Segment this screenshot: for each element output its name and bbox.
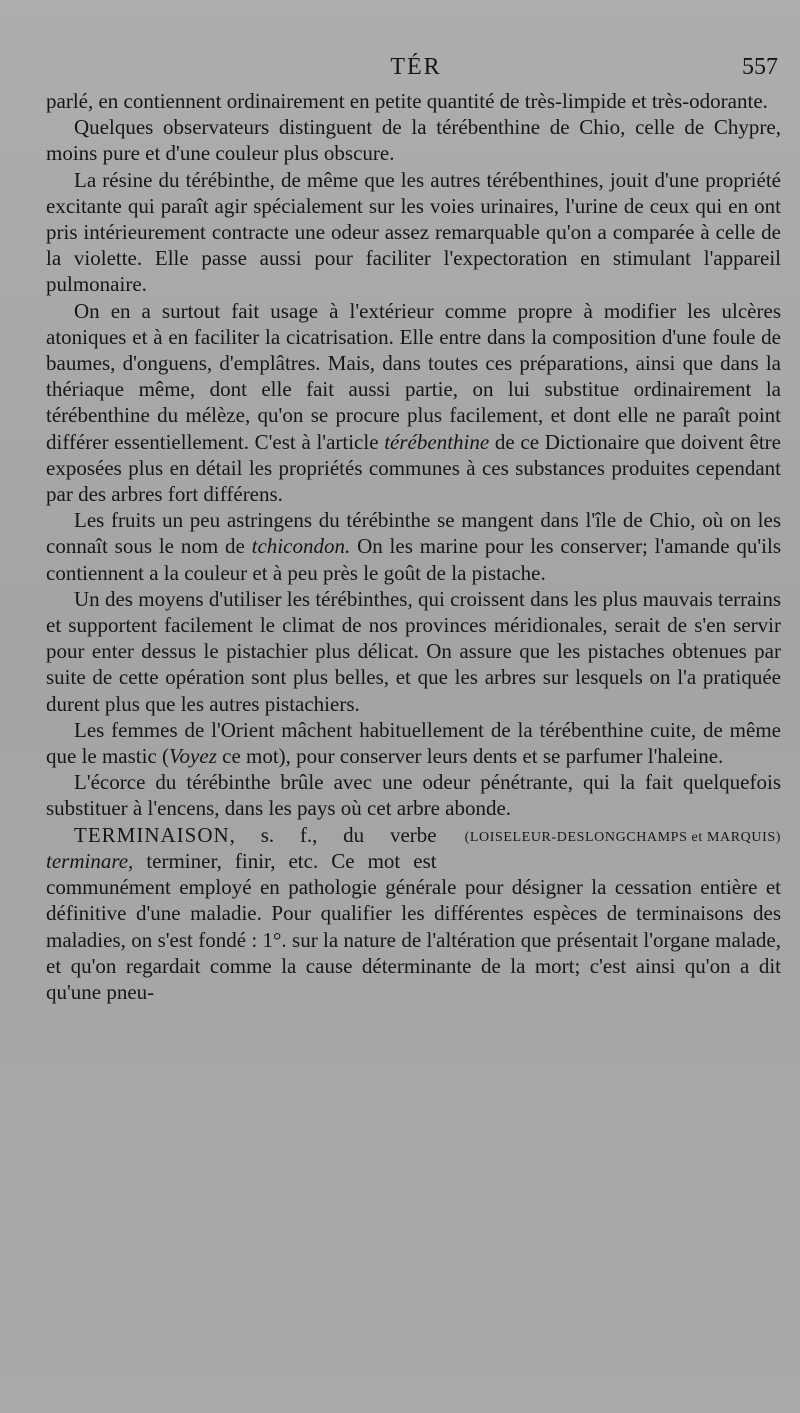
paragraph-fruits [46, 507, 781, 586]
italic-term: tchicondon. [251, 534, 351, 559]
text-segment: , s. f., du verbe [229, 822, 437, 847]
text-segment: Les fruits un peu astringens du térébinthe se mangent dans l'île de Chio, où on les connaît sous le nom de [46, 508, 781, 559]
paragraph-continuation: parlé, en contiennent ordinairement en petite quantité de très-limpide et très-odorante. [46, 89, 768, 113]
paragraph-external-use [46, 298, 781, 508]
body-text [46, 88, 781, 1005]
paragraph-chio: Quelques observateurs distinguent de la térébenthine de Chio, celle de Chypre, moins pure et d'une couleur plus obscure. [46, 115, 781, 166]
page-number: 557 [742, 54, 778, 80]
paragraph-women-orient [46, 717, 781, 769]
italic-term: térébenthine [384, 429, 490, 454]
text-segment: L'écorce du térébinthe brûle avec une odeur pénétrante, qui la fait quelquefois substituer à l'encens, dans les pays où cet arbre abonde. [46, 770, 781, 821]
italic-term: terminare [46, 848, 129, 873]
paragraph-grafting: Un des moyens d'utiliser les térébinthes, qui croissent dans les plus mauvais terrains et supportent facilement le climat de nos provinces méridionales, serait de s'en servir pour enter dessus le pistachier plus délicat. On assure que les pistaches obtenues par suite de cette opération sont plus belles, et que les arbres sur lesquels on l'a pratiquée durent plus que les autres pistachiers. [46, 586, 781, 716]
text-segment: ce mot), pour conserver leurs dents et se parfumer l'haleine. [222, 744, 724, 769]
entry-headword: TERMINAISON [74, 822, 230, 847]
running-head: TÉR [390, 54, 442, 80]
italic-term: Voyez [169, 744, 217, 769]
text-segment: On en a surtout fait usage à l'extérieur comme propre à modifier les ulcères atoniques et à en faciliter la cicatrisation. Elle entre dans la composition d'une foule de baumes, d'onguens, d'emplâtres. Mais, dans toutes ces préparations, ainsi que dans la thériaque même, dont elle fait aussi partie, on lui substitue ordinairement la térébenthine du mélèze, qu'on se procure plus facilement, et dont elle ne paraît point différer essentiellement. C'est à l'article [46, 298, 781, 454]
text-segment: On les marine pour les conserver; l'amande qu'ils contiennent a la couleur et à peu près le goût de la pistache. [46, 534, 782, 585]
text-segment: Les femmes de l'Orient mâchent habituellement de la térébenthine cuite, de même que le mastic ( [46, 717, 781, 769]
paragraph-resin-properties: La résine du térébinthe, de même que les autres térébenthines, jouit d'une propriété excitante qui paraît agir spécialement sur les voies urinaires, l'urine de ceux qui en ont pris intérieurement contracte une odeur assez remarquable qu'on a comparée à celle de la violette. Elle passe aussi pour faciliter l'expectoration en stimulant l'appareil pulmonaire. [46, 167, 781, 297]
text-segment: de ce Dictionaire que doivent être exposées plus en détail les propriétés communes à ces substances produites cependant par des arbres fort différens. [46, 429, 781, 507]
author-signature: (LOISELEUR-DESLONGCHAMPS et MARQUIS) [464, 829, 781, 845]
text-segment: , terminer, finir, etc. Ce mot est communément employé en pathologie générale pour désigner la cessation entière et définitive d'une maladie. Pour qualifier les différentes espèces de terminaisons des maladies, on s'est fondé : 1°. sur la nature de l'altération que présentait l'organe malade, et qu'on regardait comme la cause déterminante de la mort; c'est ainsi qu'on a dit qu'une pneu- [46, 848, 781, 1004]
page-header [46, 54, 786, 88]
